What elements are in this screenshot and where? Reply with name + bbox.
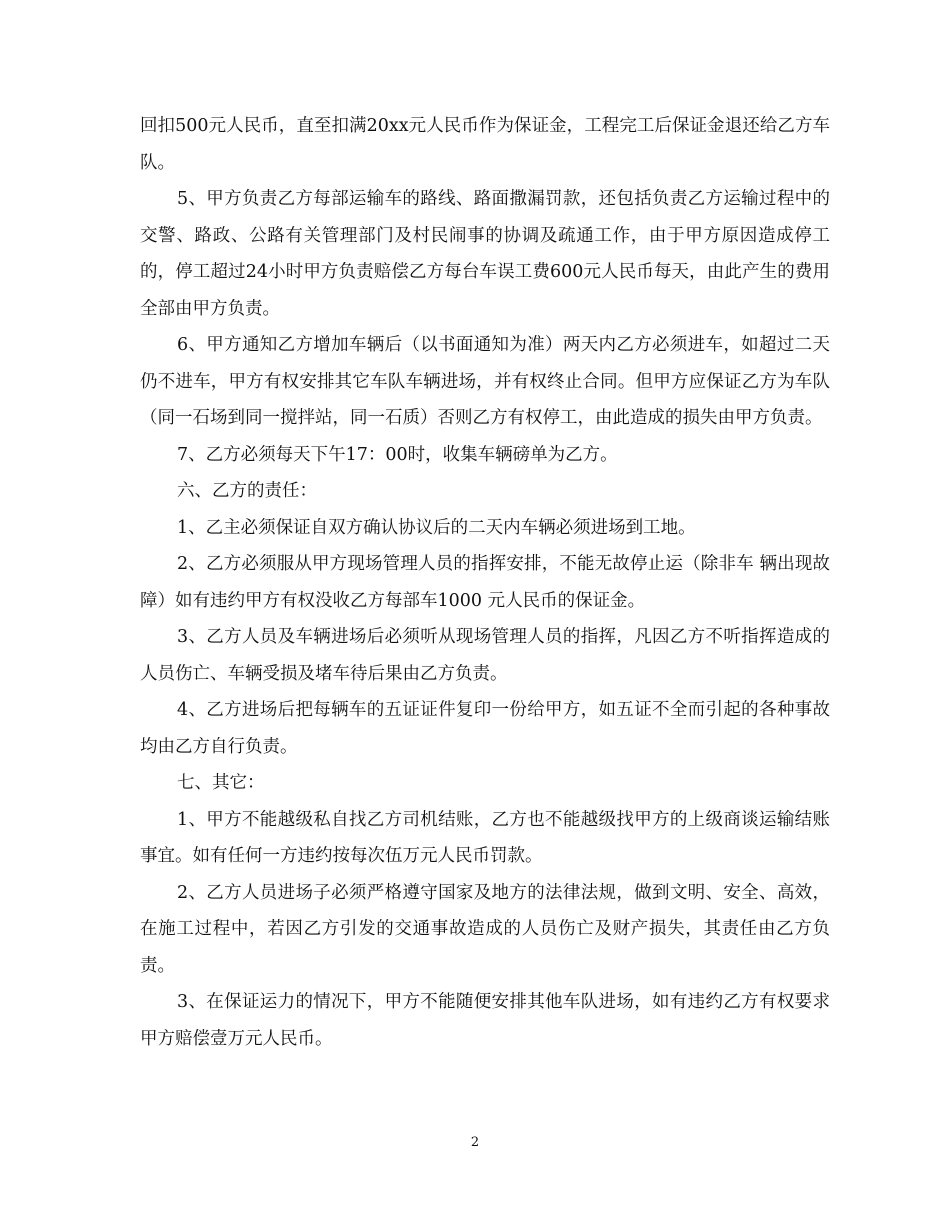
page-number: 2 xyxy=(470,1135,480,1150)
paragraph: 3、在保证运力的情况下，甲方不能随便安排其他车队进场，如有违约乙方有权要求甲方赔偿壹万元人民币。 xyxy=(140,992,830,1049)
paragraph: 4、乙方进场后把每辆车的五证证件复印一份给甲方，如五证不全而引起的各种事故均由乙方自行负责。 xyxy=(140,700,830,757)
paragraph: 六、乙方的责任： xyxy=(177,481,317,501)
paragraph: 回扣500元人民币，直至扣满20xx元人民币作为保证金，工程完工后保证金退还给乙方车队。 xyxy=(140,116,830,173)
document-body xyxy=(140,108,830,1057)
paragraph: 2、乙方人员进场子必须严格遵守国家及地方的法律法规，做到文明、安全、高效，在施工过程中，若因乙方引发的交通事故造成的人员伤亡及财产损失，其责任由乙方负责。 xyxy=(140,882,830,976)
paragraph: 3、乙方人员及车辆进场后必须听从现场管理人员的指挥，凡因乙方不听指挥造成的人员伤亡、车辆受损及堵车待后果由乙方负责。 xyxy=(140,627,830,684)
paragraph: 6、甲方通知乙方增加车辆后（以书面通知为准）两天内乙方必须进车，如超过二天仍不进车，甲方有权安排其它车队车辆进场，并有权终止合同。但甲方应保证乙方为车队（同一石场到同一搅拌站，同一石质）否则乙方有权停工，由此造成的损失由甲方负责。 xyxy=(140,335,830,428)
paragraph: 7、乙方必须每天下午17：00时，收集车辆磅单为乙方。 xyxy=(177,444,618,465)
paragraph: 5、甲方负责乙方每部运输车的路线、路面撒漏罚款，还包括负责乙方运输过程中的交警、路政、公路有关管理部门及村民闹事的协调及疏通工作，由于甲方原因造成停工的，停工超过24小时甲方负责赔偿乙方每台车误工费600元人民币每天，由此产生的费用全部由甲方负责。 xyxy=(140,189,830,319)
paragraph: 1、甲方不能越级私自找乙方司机结账，乙方也不能越级找甲方的上级商谈运输结账事宜。如有任何一方违约按每次伍万元人民币罚款。 xyxy=(140,809,830,866)
paragraph: 七、其它： xyxy=(177,773,265,793)
paragraph: 1、乙主必须保证自双方确认协议后的二天内车辆必须进场到工地。 xyxy=(177,517,696,538)
paragraph: 2、乙方必须服从甲方现场管理人员的指挥安排，不能无故停止运（除非车 辆出现故障）如有违约甲方有权没收乙方每部车1000 元人民币的保证金。 xyxy=(140,554,830,611)
